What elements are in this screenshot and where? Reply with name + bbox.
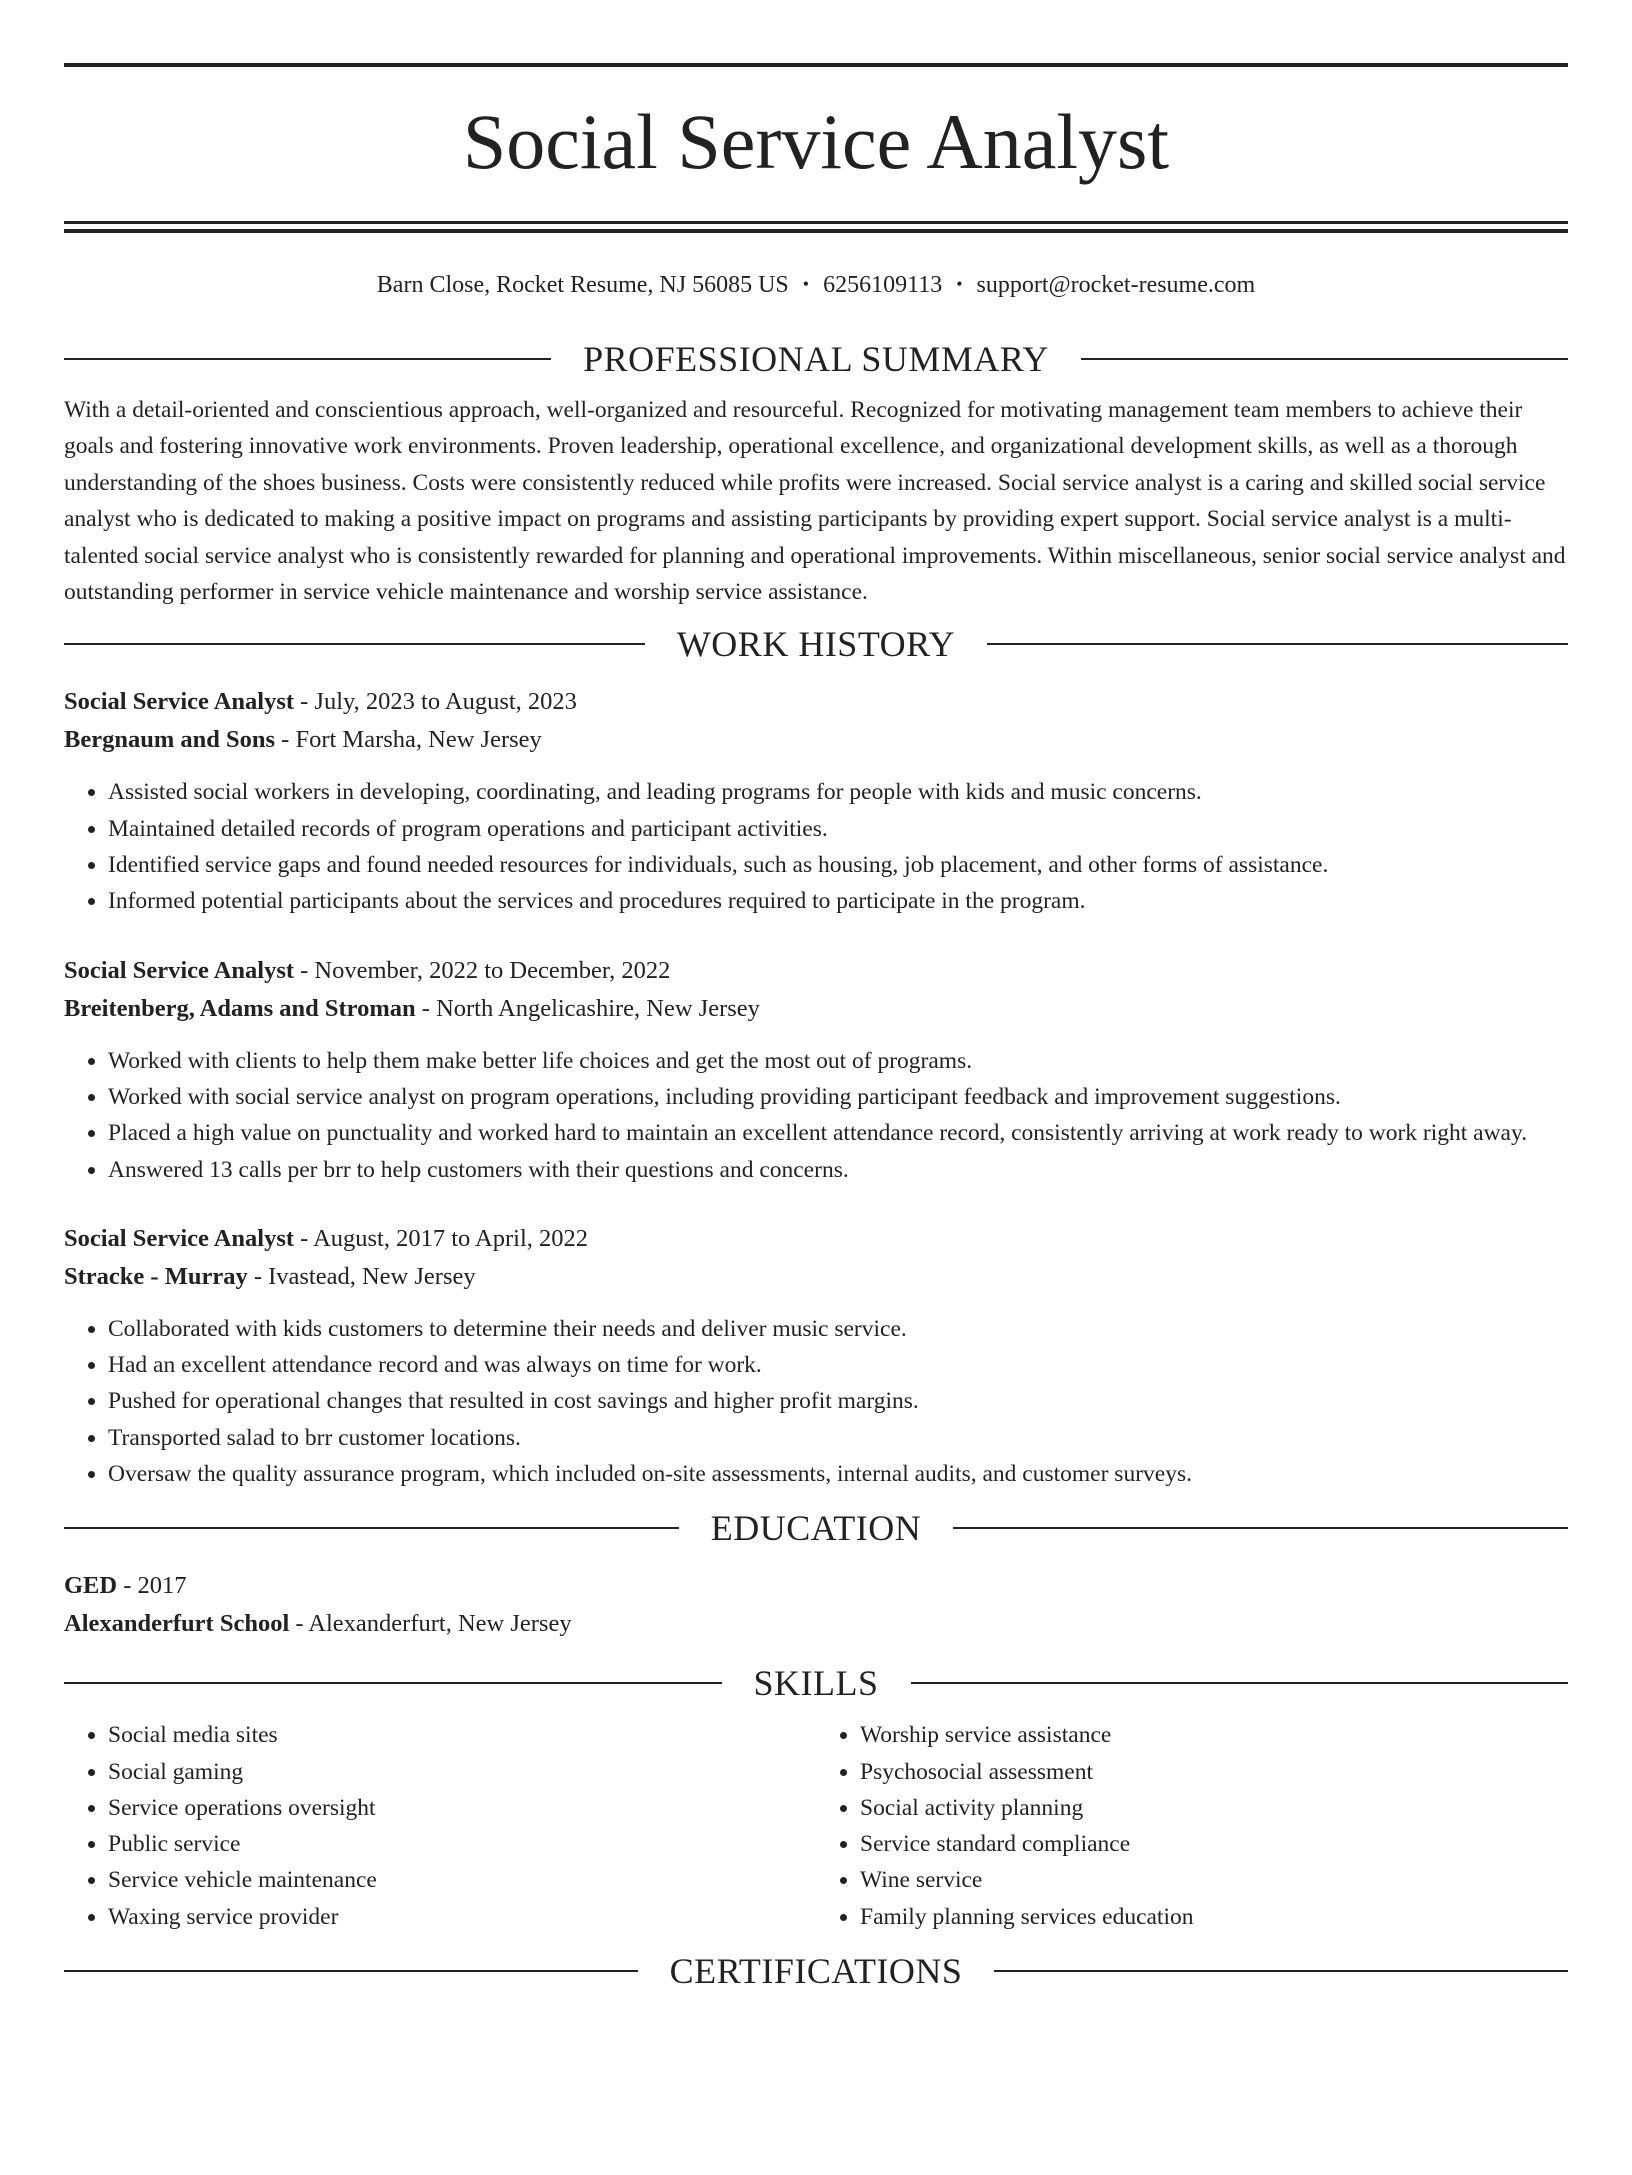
- skill-item: • Service standard compliance: [860, 1826, 1568, 1862]
- skills-grid: [64, 1717, 1568, 1935]
- job-location: - Fort Marsha, New Jersey: [275, 726, 542, 754]
- skill-item: • Waxing service provider: [108, 1899, 816, 1935]
- job-company-line: [64, 721, 1568, 759]
- job-title: Social Service Analyst: [64, 956, 295, 984]
- section-title: CERTIFICATIONS: [669, 1951, 963, 1992]
- contact-separator: •: [802, 274, 810, 294]
- job-dates: - July, 2023 to August, 2023: [294, 688, 577, 716]
- list-item: • Assisted social workers in developing, coordinating, and leading programs for people with kids and music concerns.: [108, 774, 1568, 810]
- job-bullets: [64, 774, 1568, 919]
- job-location: - North Angelicashire, New Jersey: [415, 994, 760, 1022]
- section-title: WORK HISTORY: [676, 624, 956, 665]
- list-item: • Maintained detailed records of program operations and participant activities.: [108, 811, 1568, 847]
- job-entry: [64, 1220, 1568, 1492]
- school-name: Alexanderfurt School: [64, 1610, 290, 1638]
- contact-address: Barn Close, Rocket Resume, NJ 56085 US: [376, 272, 789, 298]
- contact-line: [64, 267, 1568, 302]
- heading-rule: [64, 643, 645, 645]
- job-company-line: [64, 1258, 1568, 1296]
- section-title: PROFESSIONAL SUMMARY: [583, 339, 1049, 379]
- contact-email: support@rocket-resume.com: [976, 272, 1256, 298]
- job-company: Bergnaum and Sons: [64, 726, 276, 754]
- school-location: - Alexanderfurt, New Jersey: [289, 1610, 572, 1638]
- job-title: Social Service Analyst: [64, 688, 295, 716]
- work-history-heading: [64, 622, 1568, 666]
- degree-year: - 2017: [117, 1572, 187, 1600]
- skill-item: • Social gaming: [108, 1754, 816, 1790]
- resume-page: [0, 63, 1632, 2175]
- job-dates: - November, 2022 to December, 2022: [294, 956, 671, 984]
- heading-rule: [64, 1527, 679, 1529]
- skill-item: • Psychosocial assessment: [860, 1754, 1568, 1790]
- job-bullets: [64, 1311, 1568, 1492]
- job-dates: - August, 2017 to April, 2022: [294, 1224, 589, 1252]
- section-title: SKILLS: [753, 1663, 879, 1704]
- job-company: Breitenberg, Adams and Stroman: [64, 994, 416, 1022]
- heading-rule: [64, 1970, 638, 1972]
- job-title-line: [64, 1220, 1568, 1258]
- list-item: • Had an excellent attendance record and was always on time for work.: [108, 1347, 1568, 1383]
- list-item: • Worked with clients to help them make better life choices and get the most out of programs.: [108, 1043, 1568, 1079]
- education-entry: [64, 1567, 1568, 1643]
- resume-name: Social Service Analyst: [462, 98, 1170, 185]
- school-line: [64, 1605, 1568, 1643]
- heading-rule: [1081, 358, 1568, 360]
- contact-separator: •: [956, 274, 963, 294]
- section-title: EDUCATION: [710, 1508, 922, 1549]
- job-entry: [64, 683, 1568, 919]
- job-company: Stracke - Murray: [64, 1262, 248, 1290]
- skills-heading: [64, 1661, 1568, 1705]
- skill-item: • Worship service assistance: [860, 1717, 1568, 1753]
- list-item: • Placed a high value on punctuality and worked hard to maintain an excellent attendance record, consistently arriving at work ready to work right away.: [108, 1115, 1568, 1151]
- skill-item: • Public service: [108, 1826, 816, 1862]
- skills-list-left: [64, 1717, 816, 1935]
- job-title-line: [64, 683, 1568, 721]
- skills-list-right: [816, 1717, 1568, 1935]
- skill-item: • Family planning services education: [860, 1899, 1568, 1935]
- header-double-rule: [64, 221, 1568, 233]
- summary-text: With a detail-oriented and conscientious approach, well-organized and resourceful. Recognized for motivating management team members to achieve their goals and fostering innovative work environments. Proven leadership, operational excellence, and organizational development skills, as well as a thorough understanding of the shoes business. Costs were consistently reduced while profits were increased. Social service analyst is a caring and skilled social service analyst who is dedicated to making a positive impact on programs and assisting participants by providing expert support. Social service analyst is a multi-talented social service analyst who is consistently rewarded for planning and operational improvements. Within miscellaneous, senior social service analyst and outstanding performer in service vehicle maintenance and worship service assistance.: [64, 397, 1566, 606]
- degree-line: [64, 1567, 1568, 1605]
- heading-rule: [64, 1682, 722, 1684]
- list-item: • Identified service gaps and found needed resources for individuals, such as housing, job placement, and other forms of assistance.: [108, 847, 1568, 883]
- skill-item: • Social activity planning: [860, 1790, 1568, 1826]
- skill-item: • Wine service: [860, 1862, 1568, 1898]
- job-entry: [64, 952, 1568, 1188]
- list-item: • Informed potential participants about the services and procedures required to participate in the program.: [108, 883, 1568, 919]
- heading-rule: [911, 1682, 1569, 1684]
- education-heading: [64, 1506, 1568, 1550]
- job-title: Social Service Analyst: [64, 1224, 295, 1252]
- list-item: • Pushed for operational changes that resulted in cost savings and higher profit margins.: [108, 1383, 1568, 1419]
- job-title-line: [64, 952, 1568, 990]
- skill-item: • Social media sites: [108, 1717, 816, 1753]
- heading-rule: [953, 1527, 1568, 1529]
- job-location: - Ivastead, New Jersey: [247, 1262, 476, 1290]
- heading-rule: [994, 1970, 1568, 1972]
- list-item: • Oversaw the quality assurance program, which included on-site assessments, internal audits, and customer surveys.: [108, 1456, 1568, 1492]
- certifications-heading: [64, 1949, 1568, 1993]
- job-company-line: [64, 990, 1568, 1028]
- heading-rule: [987, 643, 1568, 645]
- list-item: • Collaborated with kids customers to determine their needs and deliver music service.: [108, 1311, 1568, 1347]
- degree: GED: [64, 1572, 118, 1600]
- list-item: • Worked with social service analyst on program operations, including providing participant feedback and improvement suggestions.: [108, 1079, 1568, 1115]
- contact-phone: 6256109113: [823, 272, 943, 298]
- job-bullets: [64, 1043, 1568, 1188]
- skill-item: • Service vehicle maintenance: [108, 1862, 816, 1898]
- summary-heading: [64, 337, 1568, 381]
- skill-item: • Service operations oversight: [108, 1790, 816, 1826]
- list-item: • Transported salad to brr customer locations.: [108, 1420, 1568, 1456]
- list-item: • Answered 13 calls per brr to help customers with their questions and concerns.: [108, 1152, 1568, 1188]
- heading-rule: [64, 358, 551, 360]
